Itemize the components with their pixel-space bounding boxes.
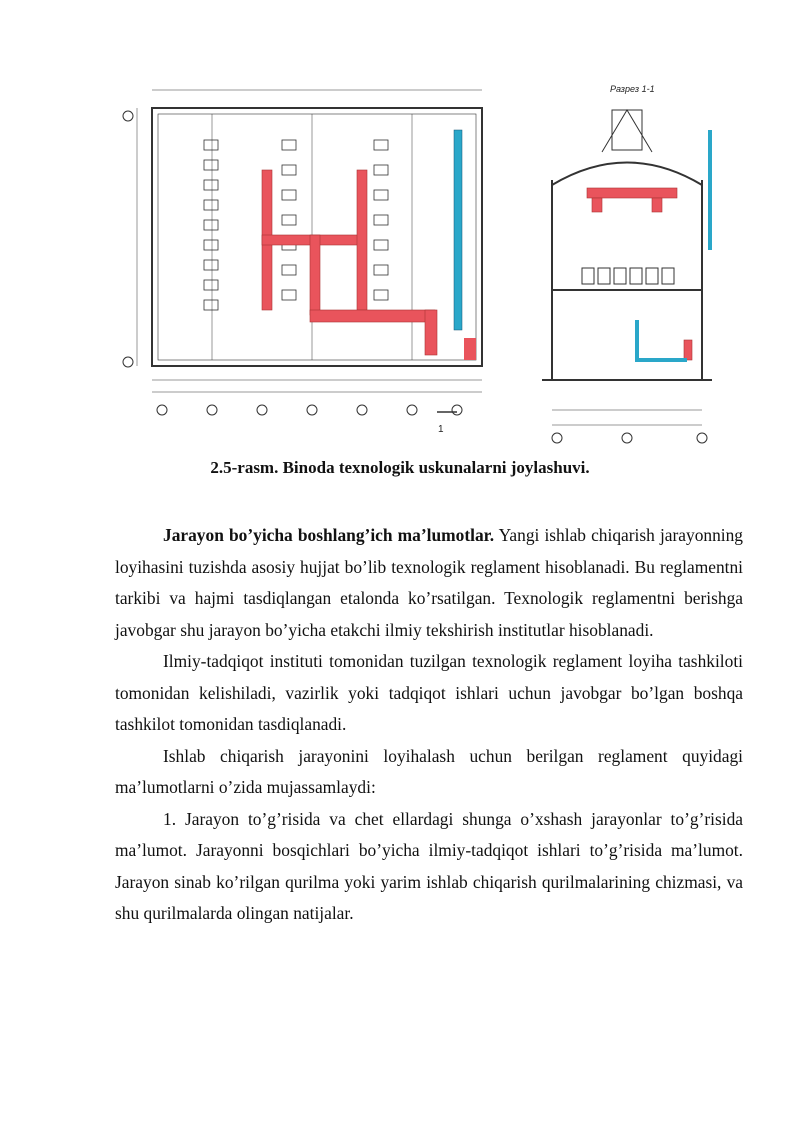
pipeline xyxy=(454,130,462,330)
paragraph-lead: Jarayon bo’yicha boshlang’ich ma’lumotlar. xyxy=(163,525,495,545)
section-duct xyxy=(587,188,692,360)
paragraph-3: Ishlab chiqarish jarayonini loyihalash uchun berilgan reglament quyidagi ma’lumotlarni o’zida mujassamlaydi: xyxy=(115,745,743,797)
figure-caption: 2.5-rasm. Binoda texnologik uskunalarni joylashuvi. xyxy=(210,458,590,477)
duct-outlet xyxy=(464,338,476,360)
technological-equipment-figure xyxy=(112,70,742,450)
building-section xyxy=(542,84,712,443)
paragraph-1 xyxy=(115,520,743,646)
section-label: Разрез 1-1 xyxy=(610,84,655,94)
body-text xyxy=(115,520,743,930)
cut-mark: 1 xyxy=(438,424,444,435)
ventilation-duct xyxy=(262,170,437,355)
floor-plan xyxy=(123,90,482,415)
paragraph-body: Yangi ishlab chiqarish jarayonning loyihasini tuzishda asosiy hujjat bo’lib texnologik reglament hisoblanadi. Bu reglamentni tarkibi va hajmi tasdiqlangan etalonda ko’rsatilgan. Texnologik reglamentni berishga javobgar shu jarayon bo’yicha etakchi ilmiy tekshirish institutlar hisoblanadi. xyxy=(115,525,744,640)
paragraph-4: 1. Jarayon to’g’risida va chet ellardagi shunga o’xshash jarayonlar to’g’risida ma’lumot. Jarayonni bosqichlari bo’yicha ilmiy-tadqiqot ishlari to’g’risida ma’lumot. Jarayon sinab ko’rilgan qurilma yoki yarim ishlab chiqarish qurilmalarining chizmasi, va shu qurilmalarda olingan natijalar. xyxy=(115,808,743,923)
paragraph-2: Ilmiy-tadqiqot instituti tomonidan tuzilgan texnologik reglament loyiha tashkiloti tomonidan kelishiladi, vazirlik yoki tadqiqot ishlari uchun javobgar bo’lgan boshqa tashkilot tomonidan tasdiqlanadi. xyxy=(115,651,743,734)
building-drawing xyxy=(112,70,742,450)
